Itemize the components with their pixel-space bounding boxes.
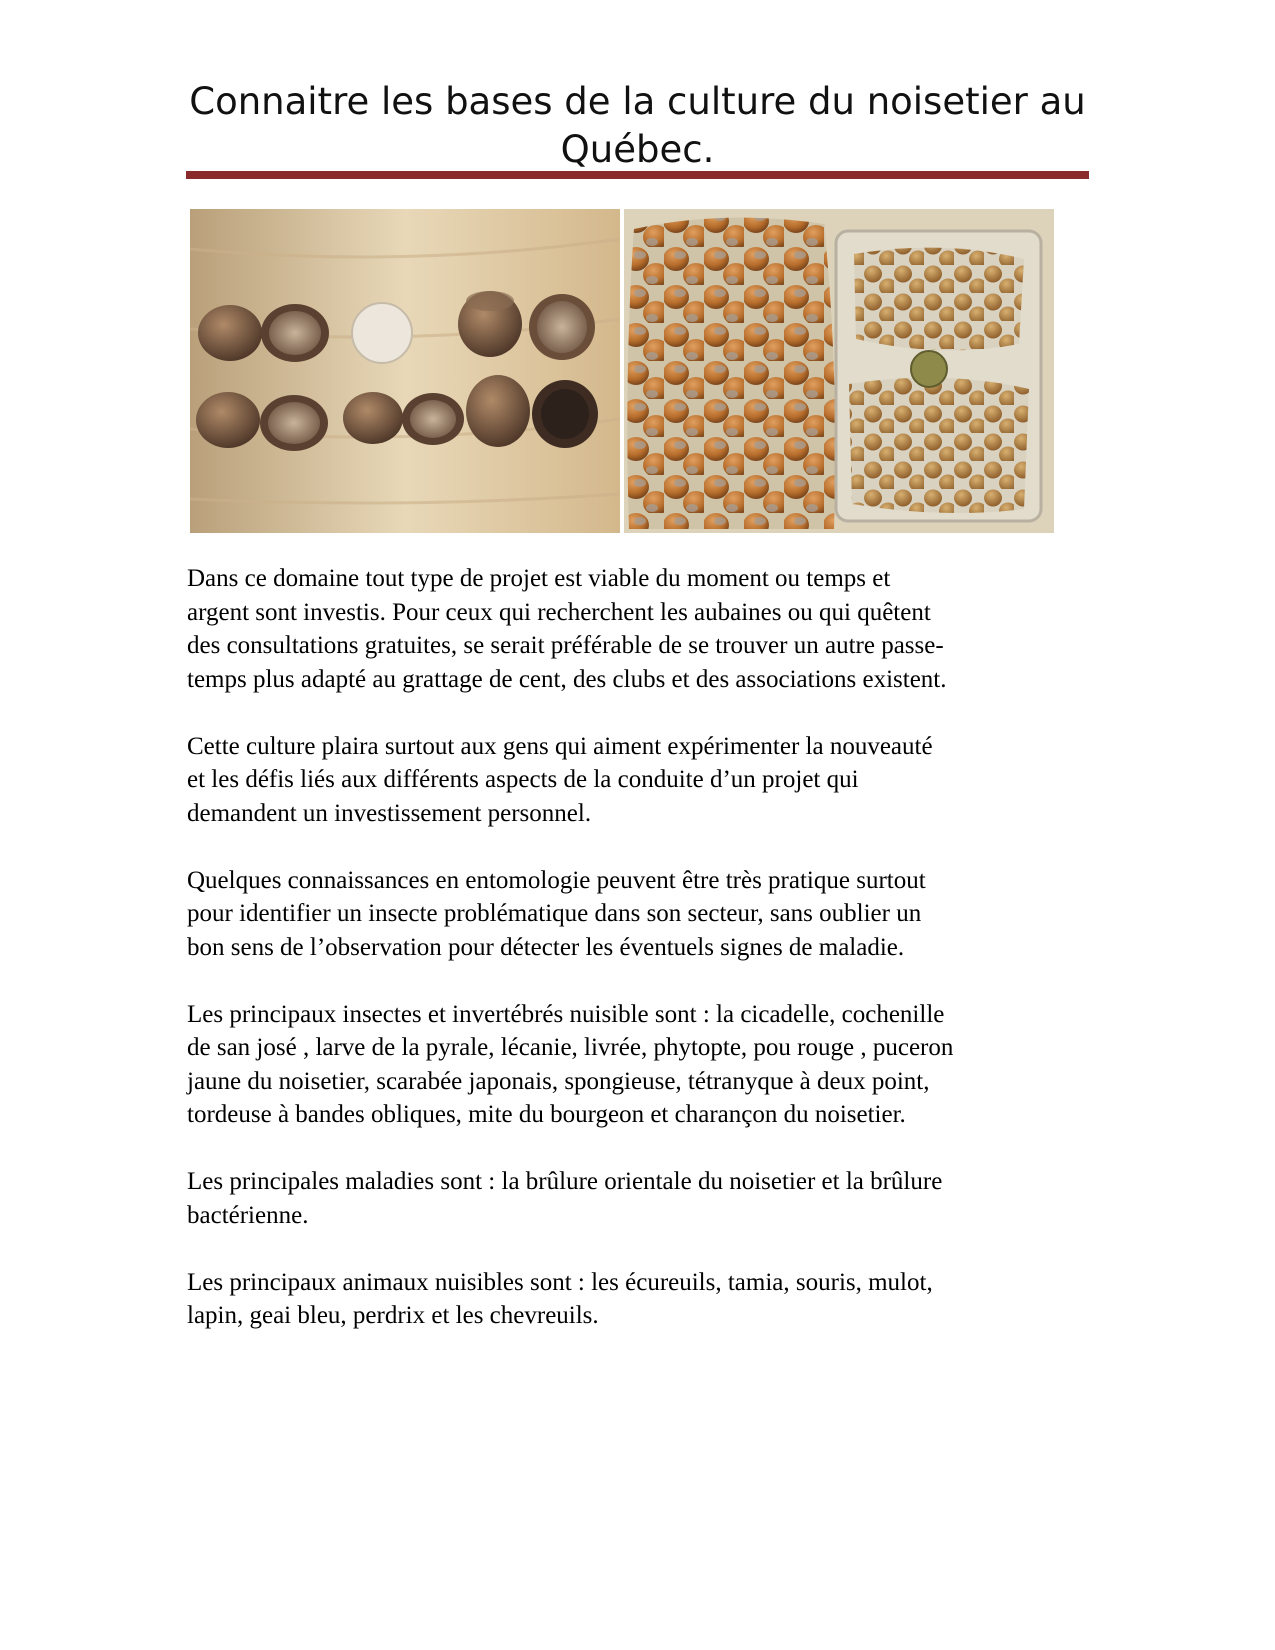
body-text: [187, 562, 1087, 1366]
hazelnut-shells-icon: [190, 209, 620, 533]
title-line-2: Québec.: [560, 128, 715, 171]
paragraph-animals: Les principaux animaux nuisibles sont : les écureuils, tamia, souris, mulot, lapin, geai bleu, perdrix et les chevreuils.: [187, 1268, 933, 1329]
paragraph-intro: Dans ce domaine tout type de projet est viable du moment ou temps et argent sont investis. Pour ceux qui recherchent les aubaines ou qui quêtent des consultations gratuites, se serait préférable de se trouver un autre passe- temps plus adapté au grattage de cent, des clubs et des associations existent.: [187, 565, 947, 693]
page-title: [185, 78, 1090, 174]
title-line-1: Connaitre les bases de la culture du noisetier au: [189, 80, 1086, 123]
paragraph-audience: Cette culture plaira surtout aux gens qui aiment expérimenter la nouveauté et les défis liés aux différents aspects de la conduite d’un projet qui demandent un investissement personnel.: [187, 732, 933, 827]
title-divider: [186, 171, 1089, 179]
hazelnut-pile-icon: [624, 209, 1054, 533]
paragraph-insects: Les principaux insectes et invertébrés nuisible sont : la cicadelle, cochenille de san josé , larve de la pyrale, lécanie, livrée, phytopte, pou rouge , puceron jaune du noisetier, scarabée japonais, spongieuse, tétranyque à deux point, tordeuse à bandes obliques, mite du bourgeon et charançon du noisetier.: [187, 1000, 954, 1128]
paragraph-entomology: Quelques connaissances en entomologie peuvent être très pratique surtout pour identifier un insecte problématique dans son secteur, sans oublier un bon sens de l’observation pour détecter les éventuels signes de maladie.: [187, 866, 926, 961]
paragraph-diseases: Les principales maladies sont : la brûlure orientale du noisetier et la brûlure bactérienne.: [187, 1168, 943, 1229]
hazelnut-shells-photo: [190, 209, 620, 533]
hazelnut-pile-photo: [624, 209, 1054, 533]
